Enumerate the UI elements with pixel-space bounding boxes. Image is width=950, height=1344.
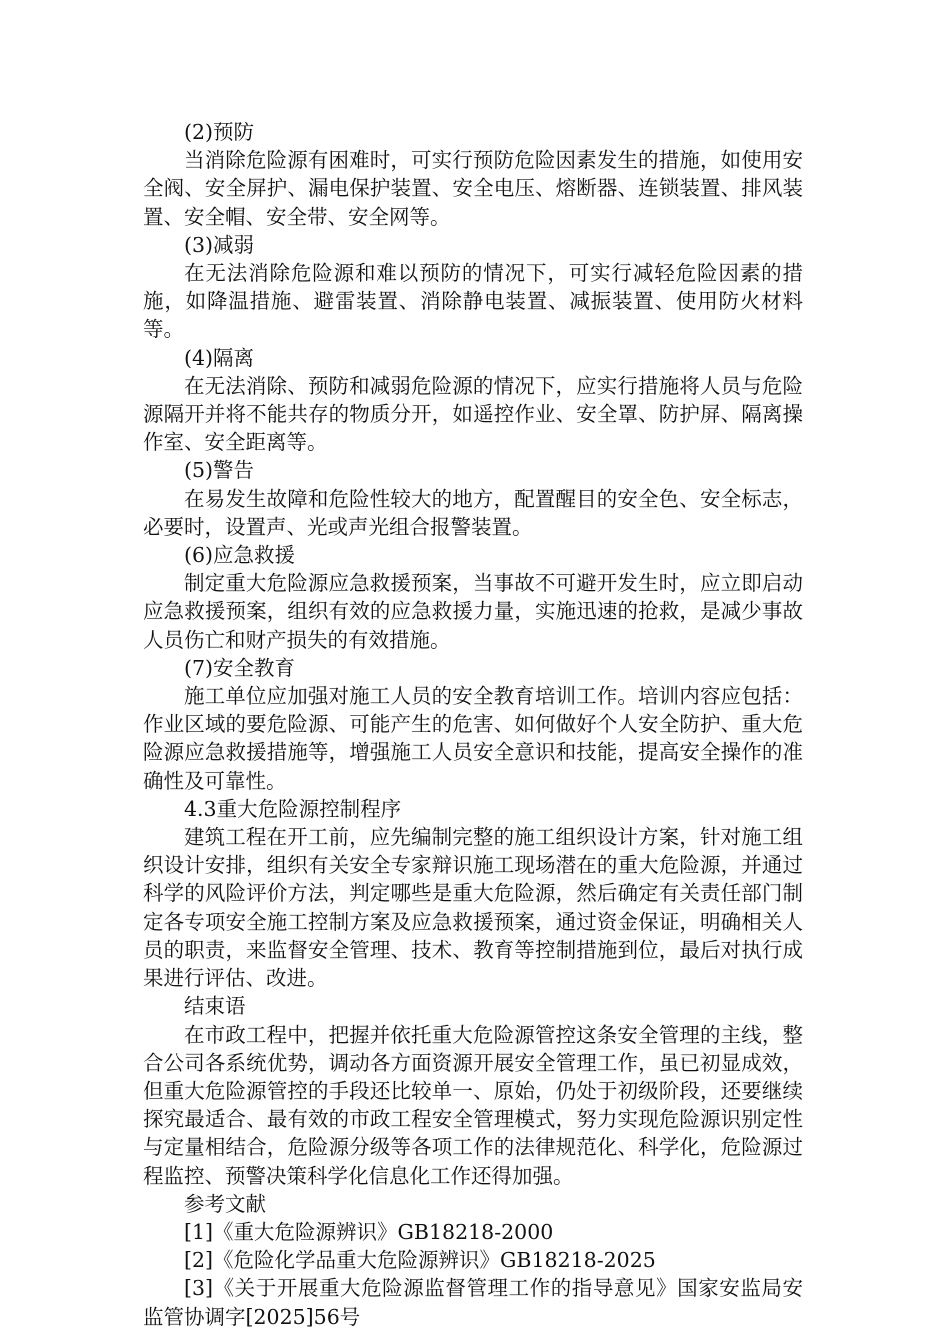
paragraph-warning: 在易发生故障和危险性较大的地方，配置醒目的安全色、安全标志，必要时，设置声、光或声光组合报警装置。 [143,486,803,539]
heading-prevention: (2)预防 [184,120,255,144]
paragraph-emergency-rescue: 制定重大危险源应急救援预案，当事故不可避开发生时，应立即启动应急救援预案，组织有效的应急救援力量，实施迅速的抢救，是减少事故人员伤亡和财产损失的有效措施。 [143,571,803,652]
section-heading-control-procedure: 4.3重大危险源控制程序 [184,796,402,821]
paragraph-safety-education: 施工单位应加强对施工人员的安全教育培训工作。培训内容应包括：作业区域的要危险源、可能产生的危害、如何做好个人安全防护、重大危险源应急救援措施等，增强施工人员安全意识和技能，提高安全操作的准确性及可靠性。 [143,684,803,793]
reference-item: [3]《关于开展重大危险源监督管理工作的指导意见》国家安监局安监管协调字[2025]56号 [143,1276,803,1329]
heading-emergency-rescue: (6)应急救援 [184,543,296,568]
paragraph-control-procedure: 建筑工程在开工前，应先编制完整的施工组织设计方案，针对施工组织设计安排，组织有关安全专家辩识施工现场潜在的重大危险源，并通过科学的风险评价方法，判定哪些是重大危险源，然后确定有关责任部门制定各专项安全施工控制方案及应急救援预案，通过资金保证，明确相关人员的职责，来监督安全管理、技术、教育等控制措施到位，最后对执行成果进行评估、改进。 [143,825,803,991]
heading-references: 参考文献 [184,1191,266,1216]
heading-weaken: (3)减弱 [184,232,255,257]
paragraph-prevention: 当消除危险源有困难时，可实行预防危险因素发生的措施，如使用安全阀、安全屏护、漏电保护装置、安全电压、熔断器、连锁装置、排风装置、安全帽、安全带、安全网等。 [143,148,803,229]
heading-conclusion: 结束语 [184,994,246,1019]
heading-warning: (5)警告 [184,458,255,483]
paragraph-weaken: 在无法消除危险源和难以预防的情况下，可实行减轻危险因素的措施，如降温措施、避雷装置、消除静电装置、减振装置、使用防火材料等。 [143,261,803,342]
heading-isolation: (4)隔离 [184,345,255,370]
paragraph-isolation: 在无法消除、预防和减弱危险源的情况下，应实行措施将人员与危险源隔开并将不能共存的物质分开，如遥控作业、安全罩、防护屏、隔离操作室、安全距离等。 [143,373,803,455]
heading-safety-education: (7)安全教育 [184,655,296,680]
reference-item: [1]《重大危险源辨识》GB18218-2000 [184,1219,554,1244]
document-body [143,118,803,1331]
reference-item: [2]《危险化学品重大危险源辨识》GB18218-2025 [184,1248,656,1273]
paragraph-conclusion: 在市政工程中，把握并依托重大危险源管控这条安全管理的主线，整合公司各系统优势，调动各方面资源开展安全管理工作，虽已初显成效，但重大危险源管控的手段还比较单一、原始，仍处于初级阶段，还要继续探究最适合、最有效的市政工程安全管理模式，努力实现危险源识别定性与定量相结合，危险源分级等各项工作的法律规范化、科学化，危险源过程监控、预警决策科学化信息化工作还得加强。 [143,1022,803,1188]
